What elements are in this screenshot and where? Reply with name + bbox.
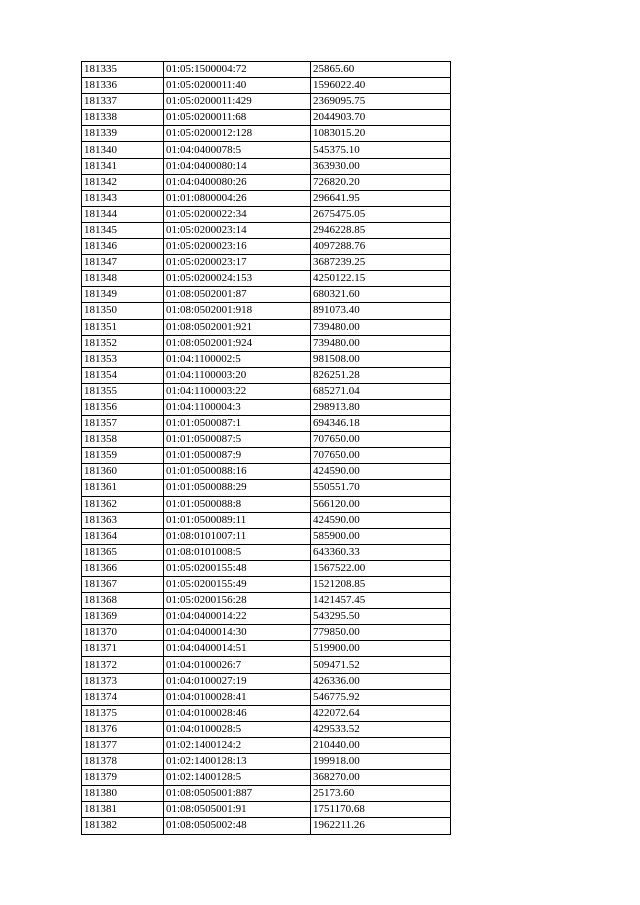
table-row: [82, 399, 451, 415]
value-cell: 1521208.85: [311, 577, 451, 593]
cadastral-number-cell: 01:05:0200156:28: [164, 593, 311, 609]
cadastral-number-cell: 01:04:0400080:14: [164, 158, 311, 174]
row-id-cell: 181343: [82, 190, 164, 206]
cadastral-number-cell: 01:05:0200023:14: [164, 222, 311, 238]
value-cell: 726820.20: [311, 174, 451, 190]
cadastral-number-cell: 01:01:0500089:11: [164, 512, 311, 528]
table-row: [82, 673, 451, 689]
value-cell: 707650.00: [311, 432, 451, 448]
table-row: [82, 62, 451, 78]
row-id-cell: 181367: [82, 577, 164, 593]
table-row: [82, 577, 451, 593]
cadastral-number-cell: 01:05:0200011:40: [164, 78, 311, 94]
table-row: [82, 271, 451, 287]
row-id-cell: 181358: [82, 432, 164, 448]
value-cell: 3687239.25: [311, 255, 451, 271]
value-cell: 424590.00: [311, 512, 451, 528]
value-cell: 4097288.76: [311, 239, 451, 255]
row-id-cell: 181346: [82, 239, 164, 255]
value-cell: 1962211.26: [311, 818, 451, 834]
row-id-cell: 181356: [82, 399, 164, 415]
cadastral-number-cell: 01:04:0400080:26: [164, 174, 311, 190]
table-row: [82, 367, 451, 383]
value-cell: 694346.18: [311, 416, 451, 432]
row-id-cell: 181342: [82, 174, 164, 190]
value-cell: 981508.00: [311, 351, 451, 367]
value-cell: 199918.00: [311, 754, 451, 770]
cadastral-number-cell: 01:04:0100028:5: [164, 721, 311, 737]
value-cell: 363930.00: [311, 158, 451, 174]
value-cell: 2946228.85: [311, 222, 451, 238]
cadastral-number-cell: 01:08:0505001:91: [164, 802, 311, 818]
cadastral-number-cell: 01:04:0400014:30: [164, 625, 311, 641]
table-row: [82, 110, 451, 126]
table-row: [82, 255, 451, 271]
table-row: [82, 705, 451, 721]
value-cell: 519900.00: [311, 641, 451, 657]
table-row: [82, 754, 451, 770]
table-row: [82, 416, 451, 432]
row-id-cell: 181357: [82, 416, 164, 432]
value-cell: 4250122.15: [311, 271, 451, 287]
cadastral-number-cell: 01:08:0505002:48: [164, 818, 311, 834]
table-row: [82, 222, 451, 238]
cadastral-number-cell: 01:05:0200155:49: [164, 577, 311, 593]
cadastral-number-cell: 01:02:1400124:2: [164, 737, 311, 753]
row-id-cell: 181338: [82, 110, 164, 126]
table-row: [82, 528, 451, 544]
value-cell: 1421457.45: [311, 593, 451, 609]
row-id-cell: 181378: [82, 754, 164, 770]
table-row: [82, 818, 451, 834]
row-id-cell: 181352: [82, 335, 164, 351]
table-row: [82, 142, 451, 158]
value-cell: 1596022.40: [311, 78, 451, 94]
cadastral-number-cell: 01:01:0500087:1: [164, 416, 311, 432]
value-cell: 210440.00: [311, 737, 451, 753]
row-id-cell: 181362: [82, 496, 164, 512]
table-row: [82, 625, 451, 641]
cadastral-number-cell: 01:04:0400014:22: [164, 609, 311, 625]
cadastral-number-cell: 01:08:0101007:11: [164, 528, 311, 544]
value-cell: 543295.50: [311, 609, 451, 625]
cadastral-number-cell: 01:05:0200024:153: [164, 271, 311, 287]
table-row: [82, 174, 451, 190]
cadastral-number-cell: 01:08:0502001:924: [164, 335, 311, 351]
table-row: [82, 432, 451, 448]
row-id-cell: 181379: [82, 770, 164, 786]
cadastral-number-cell: 01:04:0400078:5: [164, 142, 311, 158]
cadastral-number-cell: 01:08:0502001:918: [164, 303, 311, 319]
value-cell: 891073.40: [311, 303, 451, 319]
cadastral-number-cell: 01:02:1400128:13: [164, 754, 311, 770]
table-row: [82, 657, 451, 673]
value-cell: 546775.92: [311, 689, 451, 705]
value-cell: 1083015.20: [311, 126, 451, 142]
value-cell: 426336.00: [311, 673, 451, 689]
cadastral-number-cell: 01:02:1400128:5: [164, 770, 311, 786]
row-id-cell: 181365: [82, 544, 164, 560]
table-row: [82, 303, 451, 319]
table-row: [82, 786, 451, 802]
row-id-cell: 181363: [82, 512, 164, 528]
cadastral-number-cell: 01:08:0101008:5: [164, 544, 311, 560]
cadastral-number-cell: 01:05:0200012:128: [164, 126, 311, 142]
table-row: [82, 480, 451, 496]
table-row: [82, 737, 451, 753]
value-cell: 566120.00: [311, 496, 451, 512]
table-row: [82, 496, 451, 512]
value-cell: 2044903.70: [311, 110, 451, 126]
row-id-cell: 181382: [82, 818, 164, 834]
value-cell: 739480.00: [311, 319, 451, 335]
row-id-cell: 181354: [82, 367, 164, 383]
cadastral-number-cell: 01:05:0200023:17: [164, 255, 311, 271]
row-id-cell: 181381: [82, 802, 164, 818]
table-row: [82, 689, 451, 705]
value-cell: 739480.00: [311, 335, 451, 351]
cadastral-number-cell: 01:05:0200011:68: [164, 110, 311, 126]
table-row: [82, 593, 451, 609]
cadastral-number-cell: 01:05:0200023:16: [164, 239, 311, 255]
row-id-cell: 181377: [82, 737, 164, 753]
cadastral-number-cell: 01:01:0800004:26: [164, 190, 311, 206]
row-id-cell: 181368: [82, 593, 164, 609]
table-row: [82, 158, 451, 174]
value-cell: 680321.60: [311, 287, 451, 303]
value-cell: 298913.80: [311, 399, 451, 415]
row-id-cell: 181336: [82, 78, 164, 94]
cadastral-number-cell: 01:08:0505001:887: [164, 786, 311, 802]
table-row: [82, 287, 451, 303]
table-row: [82, 206, 451, 222]
table-row: [82, 78, 451, 94]
row-id-cell: 181370: [82, 625, 164, 641]
table-row: [82, 770, 451, 786]
cadastral-number-cell: 01:04:1100003:20: [164, 367, 311, 383]
row-id-cell: 181337: [82, 94, 164, 110]
row-id-cell: 181364: [82, 528, 164, 544]
value-cell: 422072.64: [311, 705, 451, 721]
table-row: [82, 383, 451, 399]
value-cell: 509471.52: [311, 657, 451, 673]
value-cell: 1567522.00: [311, 560, 451, 576]
cadastral-number-cell: 01:01:0500088:8: [164, 496, 311, 512]
row-id-cell: 181353: [82, 351, 164, 367]
cadastral-number-cell: 01:04:0400014:51: [164, 641, 311, 657]
row-id-cell: 181344: [82, 206, 164, 222]
cadastral-number-cell: 01:05:0200155:48: [164, 560, 311, 576]
row-id-cell: 181340: [82, 142, 164, 158]
cadastral-number-cell: 01:08:0502001:87: [164, 287, 311, 303]
row-id-cell: 181375: [82, 705, 164, 721]
table-row: [82, 609, 451, 625]
cadastral-number-cell: 01:04:0100026:7: [164, 657, 311, 673]
value-cell: 424590.00: [311, 464, 451, 480]
row-id-cell: 181373: [82, 673, 164, 689]
table-row: [82, 721, 451, 737]
value-cell: 2369095.75: [311, 94, 451, 110]
value-cell: 429533.52: [311, 721, 451, 737]
cadastral-number-cell: 01:05:0200022:34: [164, 206, 311, 222]
row-id-cell: 181360: [82, 464, 164, 480]
cadastral-number-cell: 01:04:1100003:22: [164, 383, 311, 399]
value-cell: 550551.70: [311, 480, 451, 496]
value-cell: 545375.10: [311, 142, 451, 158]
value-cell: 368270.00: [311, 770, 451, 786]
row-id-cell: 181347: [82, 255, 164, 271]
table-row: [82, 94, 451, 110]
table-row: [82, 335, 451, 351]
table-body: [82, 62, 451, 835]
row-id-cell: 181351: [82, 319, 164, 335]
row-id-cell: 181372: [82, 657, 164, 673]
value-cell: 25865.60: [311, 62, 451, 78]
table-row: [82, 512, 451, 528]
row-id-cell: 181335: [82, 62, 164, 78]
row-id-cell: 181339: [82, 126, 164, 142]
value-cell: 707650.00: [311, 448, 451, 464]
row-id-cell: 181376: [82, 721, 164, 737]
cadastral-number-cell: 01:08:0502001:921: [164, 319, 311, 335]
row-id-cell: 181361: [82, 480, 164, 496]
table-row: [82, 641, 451, 657]
table-row: [82, 126, 451, 142]
row-id-cell: 181366: [82, 560, 164, 576]
value-cell: 585900.00: [311, 528, 451, 544]
value-cell: 296641.95: [311, 190, 451, 206]
table-row: [82, 319, 451, 335]
cadastral-number-cell: 01:01:0500087:9: [164, 448, 311, 464]
value-cell: 1751170.68: [311, 802, 451, 818]
table-row: [82, 802, 451, 818]
row-id-cell: 181371: [82, 641, 164, 657]
value-cell: 826251.28: [311, 367, 451, 383]
value-cell: 643360.33: [311, 544, 451, 560]
table-row: [82, 560, 451, 576]
row-id-cell: 181374: [82, 689, 164, 705]
row-id-cell: 181380: [82, 786, 164, 802]
table-row: [82, 544, 451, 560]
table-row: [82, 239, 451, 255]
cadastral-number-cell: 01:04:1100002:5: [164, 351, 311, 367]
row-id-cell: 181345: [82, 222, 164, 238]
cadastral-number-cell: 01:04:0100028:41: [164, 689, 311, 705]
value-cell: 779850.00: [311, 625, 451, 641]
table-row: [82, 190, 451, 206]
document-page: [81, 61, 450, 835]
row-id-cell: 181369: [82, 609, 164, 625]
cadastral-number-cell: 01:05:1500004:72: [164, 62, 311, 78]
data-table: [81, 61, 451, 835]
row-id-cell: 181341: [82, 158, 164, 174]
row-id-cell: 181359: [82, 448, 164, 464]
cadastral-number-cell: 01:04:0100027:19: [164, 673, 311, 689]
table-row: [82, 464, 451, 480]
value-cell: 2675475.05: [311, 206, 451, 222]
value-cell: 685271.04: [311, 383, 451, 399]
cadastral-number-cell: 01:05:0200011:429: [164, 94, 311, 110]
row-id-cell: 181350: [82, 303, 164, 319]
cadastral-number-cell: 01:04:1100004:3: [164, 399, 311, 415]
cadastral-number-cell: 01:01:0500087:5: [164, 432, 311, 448]
cadastral-number-cell: 01:04:0100028:46: [164, 705, 311, 721]
row-id-cell: 181348: [82, 271, 164, 287]
cadastral-number-cell: 01:01:0500088:16: [164, 464, 311, 480]
value-cell: 25173.60: [311, 786, 451, 802]
table-row: [82, 351, 451, 367]
row-id-cell: 181355: [82, 383, 164, 399]
cadastral-number-cell: 01:01:0500088:29: [164, 480, 311, 496]
row-id-cell: 181349: [82, 287, 164, 303]
table-row: [82, 448, 451, 464]
